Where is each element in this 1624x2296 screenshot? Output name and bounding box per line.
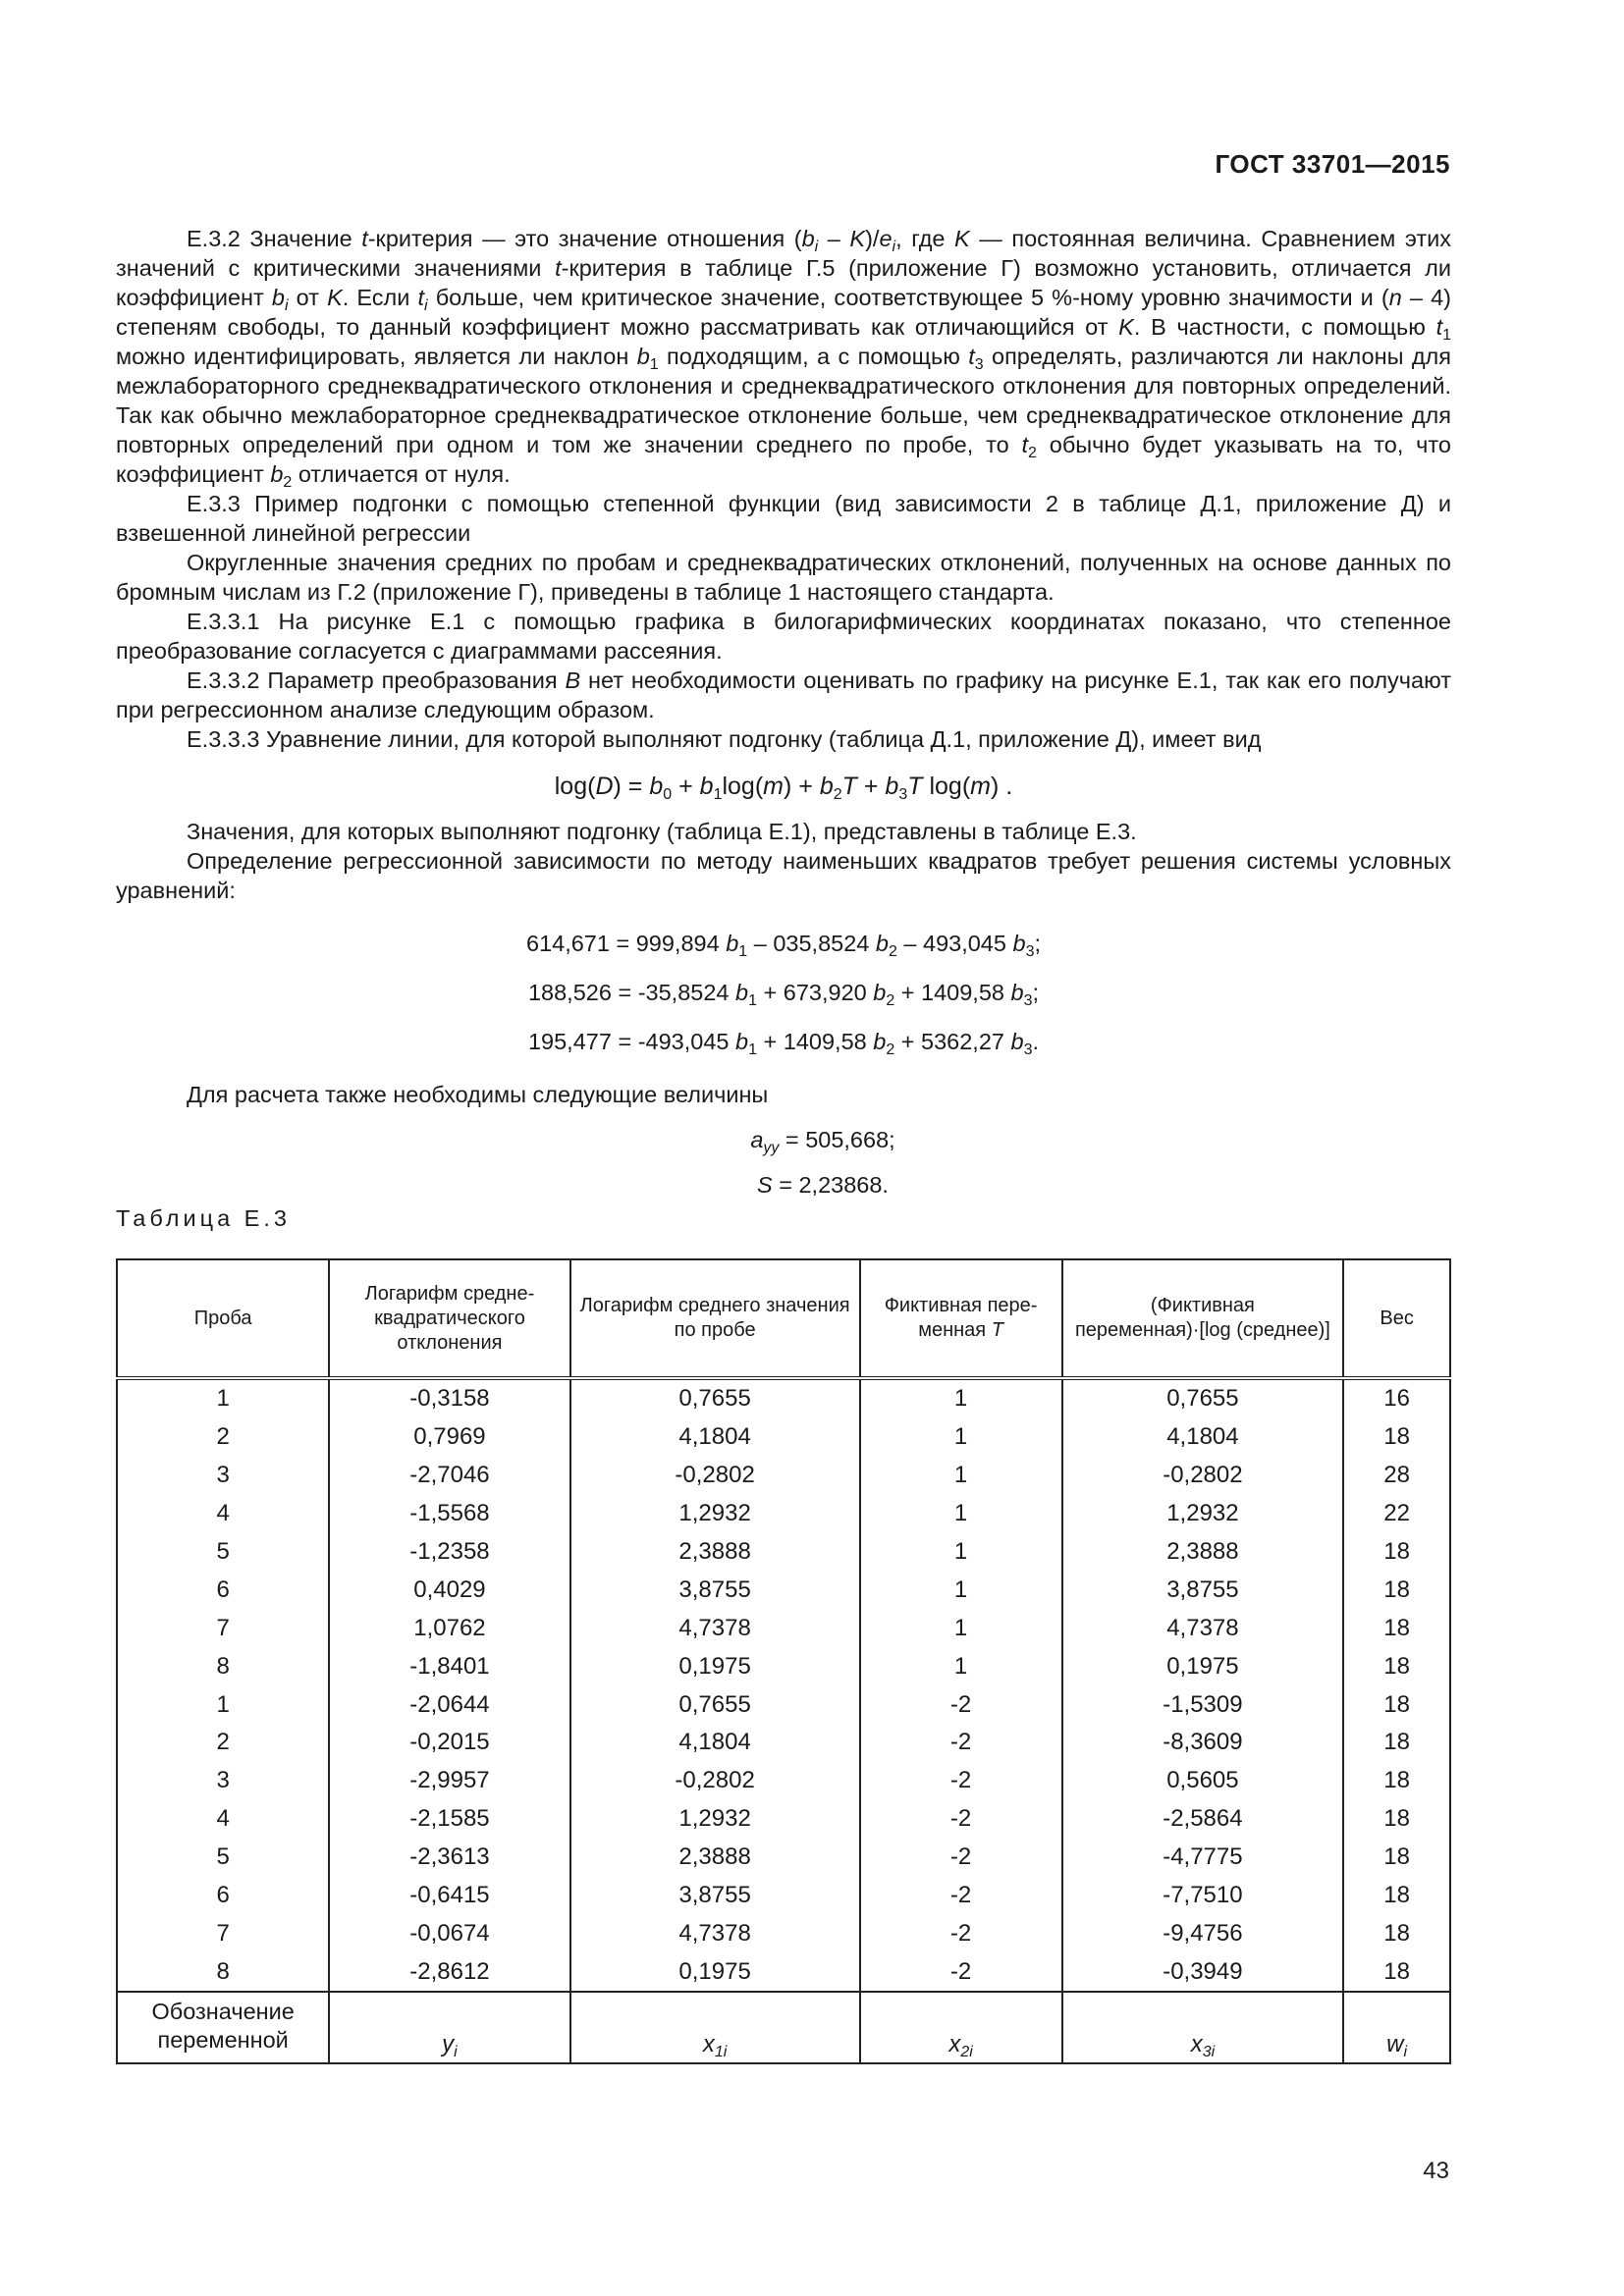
table-cell: -9,4756 (1062, 1914, 1344, 1952)
document-id-header: ГОСТ 33701—2015 (1215, 149, 1450, 179)
table-header-row (117, 1259, 1450, 1378)
table-cell: -2 (860, 1877, 1062, 1915)
table-cell: 1 (860, 1457, 1062, 1495)
table-row (117, 1839, 1450, 1877)
table-cell: 18 (1343, 1877, 1450, 1915)
table-row (117, 1877, 1450, 1915)
table-cell: -0,6415 (329, 1877, 569, 1915)
table-cell: 18 (1343, 1609, 1450, 1647)
header-cell: Логарифм среднего значения по пробе (570, 1259, 860, 1378)
table-row (117, 1647, 1450, 1685)
table-cell: 2,3888 (570, 1533, 860, 1572)
table-row (117, 1762, 1450, 1800)
table-cell: -0,2015 (329, 1724, 569, 1762)
table-cell: 0,7655 (570, 1685, 860, 1724)
table-caption: Таблица Е.3 (116, 1205, 291, 1231)
table-body (117, 1378, 1450, 1992)
paragraph-least-squares: Определение регрессионной зависимости по методу наименьших квадратов требует решения системы условных уравнений: (116, 848, 1451, 903)
table-row (117, 1952, 1450, 1992)
table-cell: -2,1585 (329, 1800, 569, 1839)
table-cell: 1 (117, 1378, 329, 1418)
table-row (117, 1495, 1450, 1533)
paragraph-e333: Е.3.3.3 Уравнение линии, для которой выполняют подгонку (таблица Д.1, приложение Д), имеет вид (187, 726, 1262, 752)
table-cell: 6 (117, 1571, 329, 1609)
table-row (117, 1609, 1450, 1647)
table-cell: 18 (1343, 1952, 1450, 1992)
regression-equation: $\log(D) = b_0 + b_1\log(m) + b_2T + b_3T$ log(m) . (554, 773, 1013, 803)
table-row (117, 1571, 1450, 1609)
paragraph-e332: Е.3.3.2 Параметр преобразования B нет необходимости оценивать по графику на рисунке Е.1, так как его получают при регрессионном анализе следующим образом. (116, 667, 1451, 722)
table-cell: 0,7655 (1062, 1378, 1344, 1418)
table-row (117, 1533, 1450, 1572)
table-cell: 18 (1343, 1839, 1450, 1877)
table-cell: -0,2802 (570, 1457, 860, 1495)
table-cell: -2,8612 (329, 1952, 569, 1992)
header-cell: Вес (1343, 1259, 1450, 1378)
footer-var: $w_i$ (1343, 1992, 1450, 2063)
paragraph-values-table-ref: Значения, для которых выполняют подгонку (таблица Е.1), представлены в таблице Е.3. (187, 819, 1137, 844)
table-cell: 6 (117, 1877, 329, 1915)
table-cell: -0,0674 (329, 1914, 569, 1952)
table-cell: -2 (860, 1914, 1062, 1952)
table-cell: 4 (117, 1495, 329, 1533)
header-cell: Логарифм средне-квадратического отклонения (329, 1259, 569, 1378)
table-cell: 4,7378 (570, 1914, 860, 1952)
footer-label: Обозначение переменной (117, 1992, 329, 2063)
table-cell: -2 (860, 1762, 1062, 1800)
table-cell: -2 (860, 1724, 1062, 1762)
table-row (117, 1724, 1450, 1762)
table-row (117, 1914, 1450, 1952)
header-cell: Проба (117, 1259, 329, 1378)
table-cell: 2,3888 (570, 1839, 860, 1877)
table-cell: 0,7969 (329, 1418, 569, 1457)
table-cell: 18 (1343, 1685, 1450, 1724)
table-row (117, 1457, 1450, 1495)
table-cell: 0,1975 (1062, 1647, 1344, 1685)
header-cell: (Фиктивная переменная)·[log (среднее)] (1062, 1259, 1344, 1378)
table-cell: 1 (860, 1418, 1062, 1457)
table-cell: 0,7655 (570, 1378, 860, 1418)
table-cell: 3 (117, 1457, 329, 1495)
table-cell: 1 (117, 1685, 329, 1724)
table-cell: 1 (860, 1533, 1062, 1572)
equation-system (116, 919, 1451, 1066)
table-cell: -8,3609 (1062, 1724, 1344, 1762)
table-cell: 3,8755 (570, 1571, 860, 1609)
footer-var: $x_{2i}$ (860, 1992, 1062, 2063)
table-cell: 1 (860, 1647, 1062, 1685)
table-cell: 7 (117, 1914, 329, 1952)
table-cell: 18 (1343, 1418, 1450, 1457)
table-cell: 18 (1343, 1647, 1450, 1685)
paragraph-rounded-values: Округленные значения средних по пробам и среднеквадратических отклонений, полученных на основе данных по бромным числам из Г.2 (приложение Г), приведены в таблице 1 настоящего стандарта. (116, 550, 1451, 605)
paragraph-e331: Е.3.3.1 На рисунке Е.1 с помощью графика в билогарифмических координатах показано, что степенное преобразование согласуется с диаграммами рассеяния. (116, 609, 1451, 664)
table-cell: -2 (860, 1952, 1062, 1992)
table-cell: -2,5864 (1062, 1800, 1344, 1839)
table-cell: 4,7378 (570, 1609, 860, 1647)
required-values (194, 1117, 1451, 1207)
table-row (117, 1800, 1450, 1839)
table-row (117, 1418, 1450, 1457)
table-cell: 1 (860, 1609, 1062, 1647)
table-cell: -7,7510 (1062, 1877, 1344, 1915)
table-cell: 7 (117, 1609, 329, 1647)
table-cell: -2 (860, 1685, 1062, 1724)
table-row (117, 1685, 1450, 1724)
table-cell: 5 (117, 1533, 329, 1572)
table-cell: 1,2932 (570, 1495, 860, 1533)
table-cell: 1,0762 (329, 1609, 569, 1647)
table-cell: 22 (1343, 1495, 1450, 1533)
table-cell: 28 (1343, 1457, 1450, 1495)
footer-var: $x_{1i}$ (570, 1992, 860, 2063)
table-cell: -0,2802 (1062, 1457, 1344, 1495)
table-cell: -4,7775 (1062, 1839, 1344, 1877)
page-number: 43 (1423, 2158, 1449, 2184)
table-cell: -2 (860, 1800, 1062, 1839)
table-row (117, 1378, 1450, 1418)
table-cell: 2,3888 (1062, 1533, 1344, 1572)
table-cell: -0,3949 (1062, 1952, 1344, 1992)
table-cell: 18 (1343, 1914, 1450, 1952)
footer-var: $x_{3i}$ (1062, 1992, 1344, 2063)
table-cell: 5 (117, 1839, 329, 1877)
table-cell: -1,8401 (329, 1647, 569, 1685)
table-cell: 18 (1343, 1762, 1450, 1800)
data-table-e3 (116, 1258, 1451, 2064)
table-cell: -2,9957 (329, 1762, 569, 1800)
table-cell: -2,0644 (329, 1685, 569, 1724)
table-cell: 1 (860, 1378, 1062, 1418)
table-cell: 4,1804 (1062, 1418, 1344, 1457)
table-cell: 18 (1343, 1800, 1450, 1839)
table-cell: 16 (1343, 1378, 1450, 1418)
table-cell: 4,1804 (570, 1418, 860, 1457)
table-cell: 0,1975 (570, 1647, 860, 1685)
table-cell: 4,1804 (570, 1724, 860, 1762)
table-cell: 2 (117, 1418, 329, 1457)
paragraph-e33: Е.3.3 Пример подгонки с помощью степенной функции (вид зависимости 2 в таблице Д.1, приложение Д) и взвешенной линейной регрессии (116, 491, 1451, 546)
table-cell: 18 (1343, 1533, 1450, 1572)
table-cell: 18 (1343, 1571, 1450, 1609)
table-cell: 1,2932 (570, 1800, 860, 1839)
paragraph-e32: Е.3.2 Значение t-критерия — это значение отношения $(b_i - K)/e_i$, где K — постоянная величина. Сравнением этих значений с критическими значениями t-критерия в таблице Г.5 (приложение Г) возможно установить, отличается ли коэффициент $b_i$ от K. Если $t_i$ больше, чем критическое значение, соответствующее 5 %-ному уровню значимости и (n – 4) степеням свободы, то данный коэффициент можно рассматривать как отличающийся от K. В частности, с помощью $t_1$ можно идентифицировать, является ли наклон $b_1$ подходящим, а с помощью $t_3$ определять, различаются ли наклоны для межлабораторного среднеквадратического отклонения и среднеквадратического отклонения для повторных определений. Так как обычно межлабораторное среднеквадратическое отклонение больше, чем среднеквадратическое отклонение для повторных определений при одном и том же значении среднего по пробе, то $t_2$ обычно будет указывать на то, что коэффициент $b_2$ отличается от нуля. (116, 226, 1451, 491)
table-cell: -0,2802 (570, 1762, 860, 1800)
table-cell: 8 (117, 1647, 329, 1685)
table-cell: 0,4029 (329, 1571, 569, 1609)
table-cell: -2,3613 (329, 1839, 569, 1877)
table-cell: 8 (117, 1952, 329, 1992)
table-cell: -0,3158 (329, 1378, 569, 1418)
table-cell: 0,5605 (1062, 1762, 1344, 1800)
table-cell: 2 (117, 1724, 329, 1762)
ayy-value: $a_{yy} = 505,668$; (750, 1127, 895, 1156)
s-value: S = 2,23868. (757, 1172, 889, 1198)
table-cell: -1,5568 (329, 1495, 569, 1533)
table-cell: -2 (860, 1839, 1062, 1877)
system-row-3: 195,477 = -493,045 $b_1 + 1409,58$ $b_2 + 5362,27$ $b_3$. (527, 1029, 1040, 1058)
table-cell: 3,8755 (1062, 1571, 1344, 1609)
table-cell: -2,7046 (329, 1457, 569, 1495)
paragraph-required-values: Для расчета также необходимы следующие величины (187, 1082, 769, 1107)
table-cell: 3 (117, 1762, 329, 1800)
table-footer-row (117, 1992, 1450, 2063)
table-cell: 0,1975 (570, 1952, 860, 1992)
footer-var: $y_i$ (329, 1992, 569, 2063)
table-cell: 1,2932 (1062, 1495, 1344, 1533)
table-cell: 3,8755 (570, 1877, 860, 1915)
table-cell: -1,2358 (329, 1533, 569, 1572)
table-cell: 1 (860, 1571, 1062, 1609)
system-row-1: 614,671 = 999,894 $b_1 - 035,8524$ $b_2 - 493,045$ $b_3$; (526, 931, 1041, 960)
table-cell: 4 (117, 1800, 329, 1839)
table-cell: 4,7378 (1062, 1609, 1344, 1647)
body-text (116, 224, 1451, 1207)
header-cell: Фиктивная пере-менная T (860, 1259, 1062, 1378)
table-cell: -1,5309 (1062, 1685, 1344, 1724)
table-cell: 18 (1343, 1724, 1450, 1762)
table-cell: 1 (860, 1495, 1062, 1533)
system-row-2: 188,526 = -35,8524 $b_1 + 673,920$ $b_2 + 1409,58$ $b_3$; (527, 980, 1040, 1009)
